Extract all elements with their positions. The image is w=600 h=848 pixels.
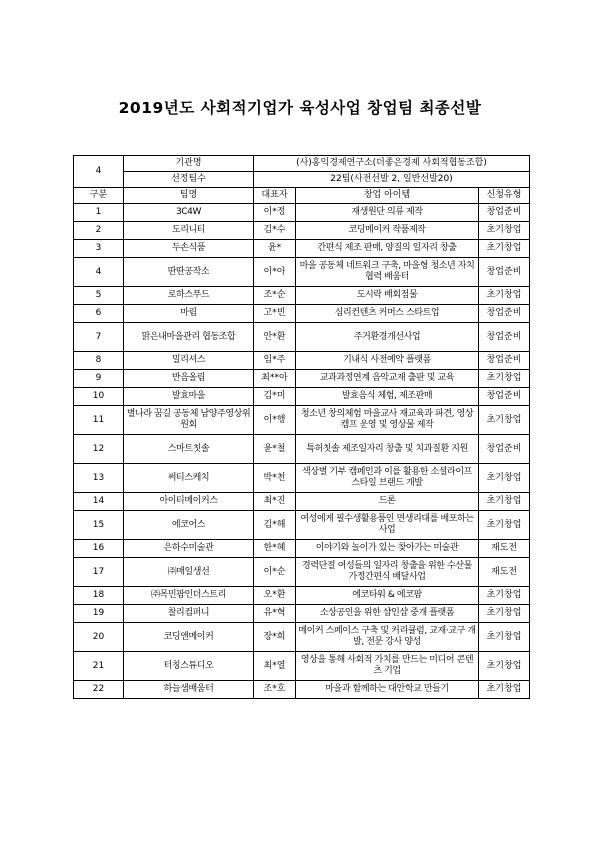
- selection-table: [73, 155, 530, 699]
- cell-type: 초기창업: [479, 222, 530, 240]
- cell-no: 9: [74, 370, 124, 388]
- table-row: [74, 652, 530, 681]
- cell-team: 맑은내마을관리 협동조합: [124, 323, 254, 352]
- table-row: [74, 511, 530, 540]
- cell-item: 도시락 배회점물: [296, 287, 479, 305]
- cell-rep: 이*아: [254, 258, 296, 287]
- cell-team: 반음올림: [124, 370, 254, 388]
- cell-type: 초기창업: [479, 605, 530, 623]
- table-row: [74, 493, 530, 511]
- cell-rep: 한*혜: [254, 540, 296, 558]
- header-rep: 대표자: [254, 188, 296, 204]
- cell-type: 창업준비: [479, 352, 530, 370]
- header-item: 창업 아이템: [296, 188, 479, 204]
- cell-item: 재생원단 의류 제작: [296, 204, 479, 222]
- cell-no: 21: [74, 652, 124, 681]
- cell-rep: 박*천: [254, 464, 296, 493]
- count-row: [74, 172, 530, 188]
- cell-item: 이야기와 놀이가 있는 찾아가는 미술관: [296, 540, 479, 558]
- cell-rep: 조*호: [254, 681, 296, 699]
- cell-type: 창업준비: [479, 204, 530, 222]
- cell-rep: 조*순: [254, 287, 296, 305]
- cell-no: 14: [74, 493, 124, 511]
- table-row: [74, 370, 530, 388]
- cell-no: 17: [74, 558, 124, 587]
- table-row: [74, 388, 530, 406]
- cell-no: 18: [74, 587, 124, 605]
- cell-type: 초기창업: [479, 652, 530, 681]
- count-value: 22팀(사전선발 2, 일반선발20): [254, 172, 530, 188]
- cell-no: 19: [74, 605, 124, 623]
- cell-no: 3: [74, 240, 124, 258]
- cell-no: 20: [74, 623, 124, 652]
- cell-item: 여성에게 필수생활용품인 면생리대를 배포하는 사업: [296, 511, 479, 540]
- table-row: [74, 540, 530, 558]
- cell-rep: 윤*철: [254, 435, 296, 464]
- cell-item: 메이커 스페이스 구축 및 커리큘럼, 교재·교구 개발, 전문 강사 양성: [296, 623, 479, 652]
- table-row: [74, 240, 530, 258]
- cell-type: 창업준비: [479, 258, 530, 287]
- cell-type: 재도전: [479, 558, 530, 587]
- table-row: [74, 623, 530, 652]
- cell-no: 7: [74, 323, 124, 352]
- page-title: 2019년도 사회적기업가 육성사업 창업팀 최종선발: [118, 99, 482, 117]
- cell-type: 재도전: [479, 540, 530, 558]
- cell-item: 색상별 기부 캠페인과 이를 활용한 소셜라이프스타일 브랜드 개발: [296, 464, 479, 493]
- header-type: 신청유형: [479, 188, 530, 204]
- cell-type: 창업준비: [479, 323, 530, 352]
- cell-item: 소상공인을 위한 샵인샵 중개 플랫폼: [296, 605, 479, 623]
- cell-no: 13: [74, 464, 124, 493]
- cell-no: 4: [74, 258, 124, 287]
- cell-item: 기내식 사전예약 플랫폼: [296, 352, 479, 370]
- cell-type: 초기창업: [479, 623, 530, 652]
- cell-team: 터칭스튜디오: [124, 652, 254, 681]
- cell-item: 주거환경개선사업: [296, 323, 479, 352]
- org-label: 기관명: [124, 156, 254, 172]
- cell-team: 발효마을: [124, 388, 254, 406]
- table-row: [74, 406, 530, 435]
- cell-item: 영상을 통해 사회적 가치를 만드는 미디어 콘텐츠 기업: [296, 652, 479, 681]
- table-row: [74, 435, 530, 464]
- cell-no: 11: [74, 406, 124, 435]
- cell-team: 써티스케치: [124, 464, 254, 493]
- cell-item: 특허칫솔 제조일자리 창출 및 치과질환 지원: [296, 435, 479, 464]
- cell-no: 10: [74, 388, 124, 406]
- cell-item: 발효음식 체험, 제조판매: [296, 388, 479, 406]
- table-row: [74, 258, 530, 287]
- table-row: [74, 305, 530, 323]
- table-row: [74, 323, 530, 352]
- header-row: [74, 188, 530, 204]
- cell-rep: 윤*: [254, 240, 296, 258]
- table-row: [74, 558, 530, 587]
- cell-no: 8: [74, 352, 124, 370]
- cell-rep: 김*미: [254, 388, 296, 406]
- cell-no: 12: [74, 435, 124, 464]
- table-row: [74, 222, 530, 240]
- cell-type: 초기창업: [479, 464, 530, 493]
- cell-type: 초기창업: [479, 370, 530, 388]
- cell-rep: 이*정: [254, 204, 296, 222]
- cell-rep: 유*혁: [254, 605, 296, 623]
- cell-no: 1: [74, 204, 124, 222]
- org-value: (사)홍익경제연구소(더좋은경제 사회적협동조합): [254, 156, 530, 172]
- cell-no: 2: [74, 222, 124, 240]
- cell-no: 5: [74, 287, 124, 305]
- cell-rep: 고*빈: [254, 305, 296, 323]
- cell-team: ㈜목민팜인더스트리: [124, 587, 254, 605]
- cell-team: 3C4W: [124, 204, 254, 222]
- cell-item: 청소년 창의체험 마을교사 재교육과 파견, 영상캠프 운영 및 영상물 제작: [296, 406, 479, 435]
- cell-type: 창업준비: [479, 388, 530, 406]
- cell-item: 코딩메이커 작품제작: [296, 222, 479, 240]
- cell-rep: 김*해: [254, 511, 296, 540]
- cell-no: 15: [74, 511, 124, 540]
- cell-team: 별나라 꿈길 공동체 남양주영상위원회: [124, 406, 254, 435]
- cell-item: 드론: [296, 493, 479, 511]
- cell-team: 마림: [124, 305, 254, 323]
- cell-type: 초기창업: [479, 406, 530, 435]
- table-row: [74, 204, 530, 222]
- cell-rep: 장*희: [254, 623, 296, 652]
- cell-no: 22: [74, 681, 124, 699]
- cell-type: 초기창업: [479, 287, 530, 305]
- cell-item: 에코타워 & 에코팜: [296, 587, 479, 605]
- cell-item: 경력단절 여성들의 일자리 창출을 위한 수산물 가정간편식 배달사업: [296, 558, 479, 587]
- cell-no: 16: [74, 540, 124, 558]
- count-label: 선정팀수: [124, 172, 254, 188]
- table-row: [74, 464, 530, 493]
- table-row: [74, 681, 530, 699]
- table-row: [74, 352, 530, 370]
- cell-team: 은하수미술관: [124, 540, 254, 558]
- cell-team: 하늘샘배움터: [124, 681, 254, 699]
- cell-team: ㈜매일생선: [124, 558, 254, 587]
- cell-type: 초기창업: [479, 511, 530, 540]
- cell-team: 도리니티: [124, 222, 254, 240]
- cell-type: 초기창업: [479, 587, 530, 605]
- cell-rep: 안*환: [254, 323, 296, 352]
- cell-team: 에코어스: [124, 511, 254, 540]
- cell-team: 밀리셔스: [124, 352, 254, 370]
- cell-team: 두손식품: [124, 240, 254, 258]
- table-row: [74, 587, 530, 605]
- cell-rep: 최*열: [254, 652, 296, 681]
- org-row: [74, 156, 530, 172]
- header-team: 팀명: [124, 188, 254, 204]
- cell-team: 찰리컴퍼니: [124, 605, 254, 623]
- header-no: 구분: [74, 188, 124, 204]
- cell-rep: 이*행: [254, 406, 296, 435]
- cell-rep: 김*수: [254, 222, 296, 240]
- cell-type: 창업준비: [479, 305, 530, 323]
- table-row: [74, 287, 530, 305]
- cell-item: 교과과정연계 음악교재 출판 및 교육: [296, 370, 479, 388]
- cell-type: 초기창업: [479, 493, 530, 511]
- cell-type: 창업준비: [479, 435, 530, 464]
- cell-type: 초기창업: [479, 240, 530, 258]
- cell-rep: 오*환: [254, 587, 296, 605]
- cell-team: 코딩앤메이커: [124, 623, 254, 652]
- cell-team: 스마트칫솔: [124, 435, 254, 464]
- cell-item: 마을과 함께하는 대안학교 만들기: [296, 681, 479, 699]
- cell-team: 아이티메이커스: [124, 493, 254, 511]
- cell-item: 마을 공동체 네트워크 구축, 마을형 청소년 자치 협력 배움터: [296, 258, 479, 287]
- cell-rep: 이*순: [254, 558, 296, 587]
- cell-rep: 최**아: [254, 370, 296, 388]
- cell-team: 딴딴공작소: [124, 258, 254, 287]
- table-row: [74, 605, 530, 623]
- group-number: 4: [74, 156, 124, 188]
- cell-rep: 최*진: [254, 493, 296, 511]
- cell-rep: 임*주: [254, 352, 296, 370]
- cell-item: 간편식 제조 판매, 양질의 일자리 창출: [296, 240, 479, 258]
- cell-no: 6: [74, 305, 124, 323]
- cell-item: 심리컨텐츠 커머스 스타트업: [296, 305, 479, 323]
- cell-type: 초기창업: [479, 681, 530, 699]
- cell-team: 로하스푸드: [124, 287, 254, 305]
